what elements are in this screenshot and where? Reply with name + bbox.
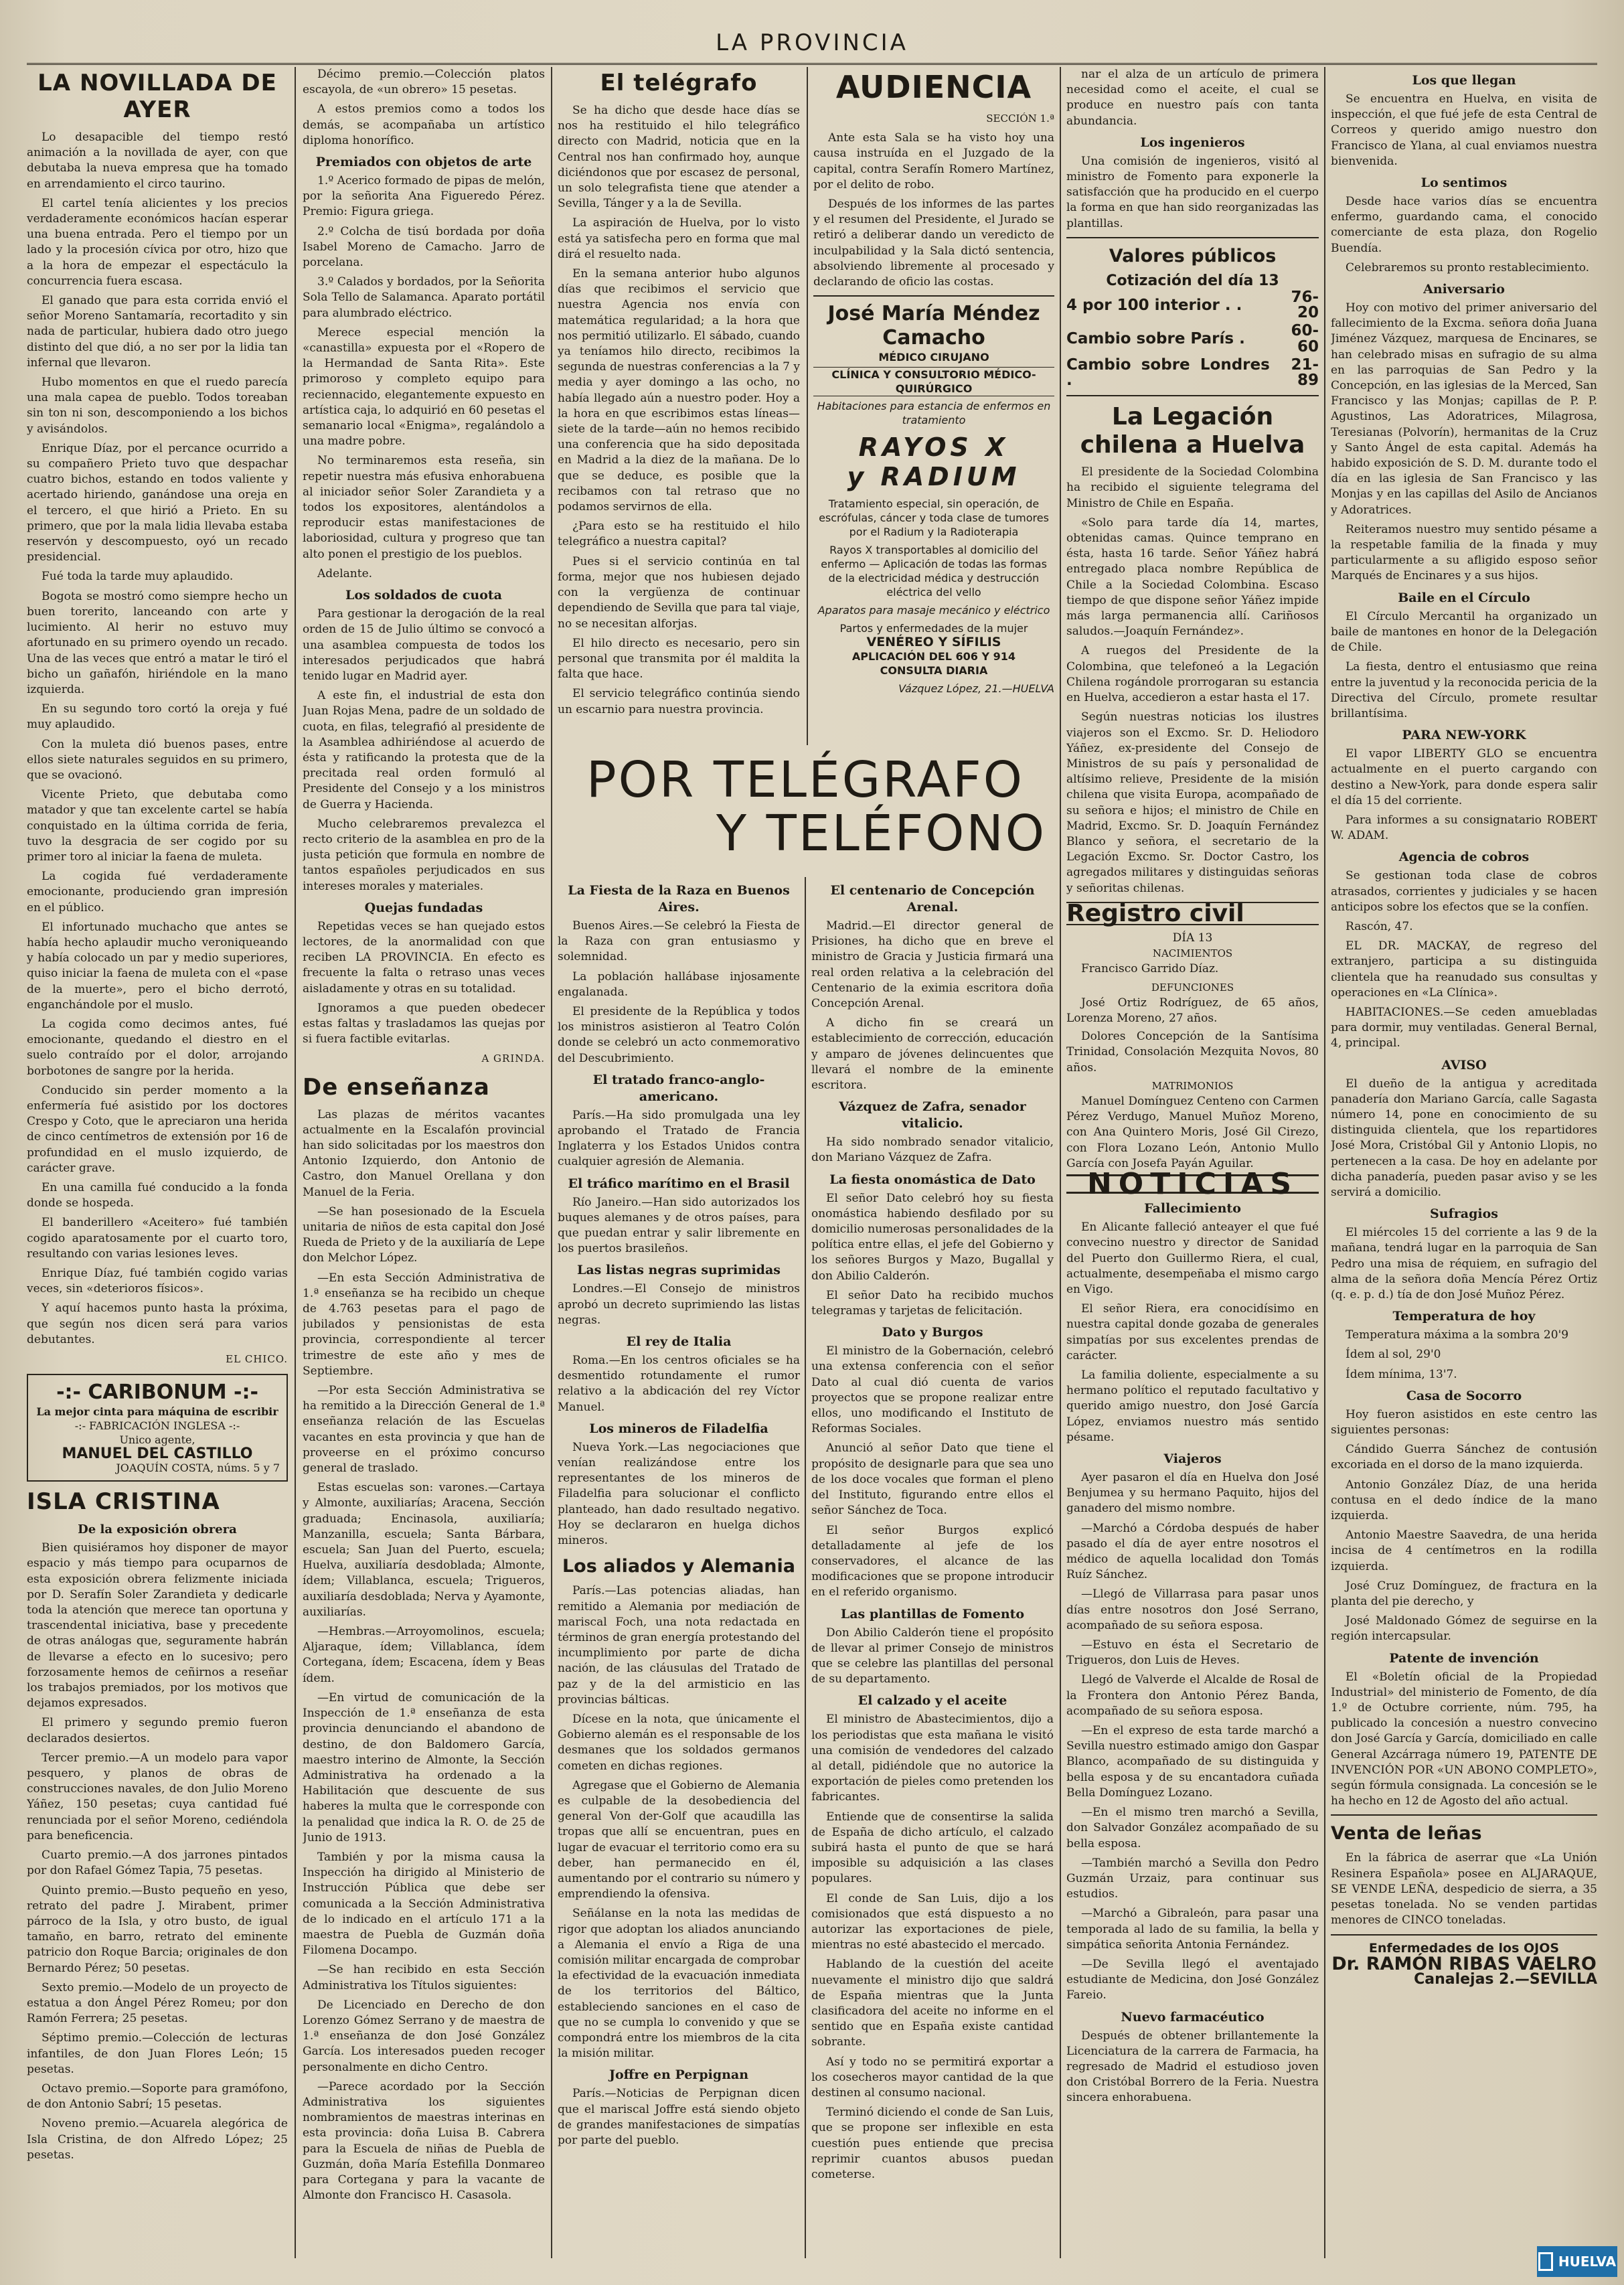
audiencia-heading: AUDIENCIA [835,69,1032,105]
paragraph: Se gestionan toda clase de cobros atrasados, corrientes y judiciales y se hacen anticipos sobre los efectos que se la confíen. [1331,869,1597,914]
section-heading: Los que llegan [1412,73,1516,88]
isla-subheading: De la exposición obrera [78,1522,237,1537]
paragraph: nar el alza de un artículo de primera necesidad como el aceite, el cual se produce en nuestro país con tanta abundancia. [1066,68,1319,128]
paragraph: El señor Dato celebró hoy su fiesta onomástica habiendo desfilado por su domicilio numerosas personalidades de la política entre ellas, el jefe del Gobierno y los señores Burgos y Mazo, Bugallal y don Abilio Calderón. [811,1191,1054,1283]
paragraph: El señor Riera, era conocidísimo en nuestra capital donde gozaba de generales simpatías por sus excelentes prendas de carácter. [1066,1302,1319,1362]
registro-matrimonios: Manuel Domínguez Centeno con Carmen Pérez Verdugo, Manuel Muñoz Moreno, con Ana Quintero Moris, José Gil Cirezo, con Flora Lozano León, Antonio Mullo García con Josefa Payán Aguilar. [1066,1094,1319,1170]
section-heading: Fallecimiento [1144,1201,1241,1216]
paragraph: París.—Ha sido promulgada una ley aprobando el Tratado de Francia Inglaterra y los Estados Unidos contra cualquier agresión de Alemania. [558,1108,800,1169]
ad-line: Tratamiento especial, sin operación, de escrófulas, cáncer y toda clase de tumores por el Radium y la Radioterapia [819,497,1049,539]
section-heading: Temperatura de hoy [1392,1309,1536,1324]
paragraph: —También marchó a Sevilla don Pedro Guzmán Urzaiz, para continuar sus estudios. [1066,1856,1319,1901]
paragraph: El conde de San Luis, dijo a los comisionados que está dispuesto a no autorizar las exportaciones de piele, mientras no esté abastecido el mercado. [811,1891,1054,1952]
column-rule [551,67,552,2258]
section-heading: Sufragios [1430,1206,1498,1222]
registro-nacimientos-heading: NACIMIENTOS [1152,947,1233,960]
paragraph: El cartel tenía alicientes y los precios verdaderamente económicos hacían esperar una buena entrada. Pero el tiempo por un lado y la procesión cívica por otro, hizo que a la hora de empezar el espectáculo la concurrencia fuera escasa. [27,196,288,288]
paragraph: Ante esta Sala se ha visto hoy una causa instruída en el Juzgado de la capital, contra Serafín Romero Martínez, por el delito de robo. [813,131,1054,191]
section-heading: Agencia de cobros [1398,850,1530,865]
registro-defunciones-heading: DEFUNCIONES [1151,981,1234,994]
aceite-continued [1066,67,1319,129]
paragraph: El dueño de la antigua y acreditada panadería don Mariano García, calle Sagasta número 14, pone en conocimiento de su distinguida clientela, que los repartidores José Mora, Cristóbal Gil y Antonio Llopis, no pertenecen a la casa. De hoy en adelante por dicha panadería, pueden pasar aviso y se les servirá a domicilio. [1331,1077,1597,1199]
legacion-article [1066,465,1319,896]
paragraph: Para gestionar la derogación de la real orden de 15 de Julio último se convocó a una asamblea compuesta de todos los interesados perjudicados que habrá tenido lugar en Madrid ayer. [303,607,545,683]
caribonum-ad [27,1374,288,1482]
quejas-heading: Quejas fundadas [364,900,483,915]
paragraph: Terminó diciendo el conde de San Luis, que se propone ser inflexible en esta cuestión pues entiende que precisa reprimir cuantos abusos puedan cometerse. [811,2106,1054,2182]
paragraph: El primero y segundo premio fueron declarados desiertos. [27,1716,288,1745]
ojos-ad [1331,1941,1597,1988]
valores-heading: Valores públicos [1109,245,1277,266]
telegrafo-heading: El telégrafo [600,70,758,96]
paragraph: El ministro de Abastecimientos, dijo a los periodistas que esta mañana le visitó una comisión de vendedores del calzado al detall, pidiéndole que no autorice la exportación de pieles como pretenden los fabricantes. [811,1713,1054,1804]
paragraph: Celebraremos su pronto restablecimiento. [1346,260,1590,274]
column-rule [807,67,808,745]
telegrafo-banner [551,753,1060,870]
paragraph: La cogida fué verdaderamente emocionante, produciendo gran impresión en el público. [27,870,288,915]
paragraph: Fué toda la tarde muy aplaudido. [42,570,234,584]
telegrafo-article [558,103,800,718]
ensenanza-heading: De enseñanza [303,1073,490,1101]
section-heading: PARA NEW-YORK [1402,728,1526,743]
ad-line: Partos y enfermedades de la mujer [839,622,1028,635]
paragraph: —Llegó de Villarrasa para pasar unos días entre nosotros don José Serrano, acompañado de su señora esposa. [1066,1587,1319,1632]
isla-heading: ISLA CRISTINA [27,1488,220,1516]
paragraph: También y por la misma causa la Inspección ha dirigido al Ministerio de Instrucción Pública que debe ser comunicada a la Sección Administrativa de lo indicado en el artículo 171 a la maestra de Puebla de Guzmán doña Filomena Docampo. [303,1850,545,1958]
paragraph: —Estuvo en ésta el Secretario de Trigueros, don Luis de Heves. [1066,1638,1319,1668]
paragraph: Anunció al señor Dato que tiene el propósito de designarle para que sea uno de los doce vocales que forman el pleno del Instituto, figurando entre ellos el señor Sánchez de Toca. [811,1441,1054,1518]
paragraph: El ministro de la Gobernación, celebró una extensa conferencia con el señor Dato al cual dió cuenta de varios proyectos que se propone realizar entre ellos, uno modificando el Instituto de Reformas Sociales. [811,1344,1054,1436]
paragraph: Décimo premio.—Colección platos escayola, de «un obrero» 15 pesetas. [303,68,545,97]
section-heading: Aniversario [1423,282,1505,297]
paragraph: Sexto premio.—Modelo de un proyecto de estatua a don Ángel Pérez Romeu; por don Ramón Ferrera; 25 pesetas. [27,1980,288,2026]
ad-line: Habitaciones para estancia de enfermos en tratamiento [817,400,1051,427]
valores-row [1066,322,1319,356]
column-4-bottom [811,877,1054,2258]
paragraph: Las plazas de méritos vacantes actualmente en la Escalafón provincial han sido solicitadas por los maestros don Antonio Izquierdo, don Antonio de Castro, don Manuel Orellana y don Manuel de la Feria. [303,1107,545,1199]
column-rule [805,877,806,2258]
quejas-article [303,919,545,1048]
column-rule [1060,67,1061,2258]
paragraph: Bogota se mostró como siempre hecho un buen torerito, lanceando con arte y lucimiento. Al herir no estuvo muy afortunado en su primero oyendo un recado. Una de las veces que entró a matar le tiró el bicho un gañafón, hiriéndole en la mano izquierda. [27,589,288,696]
section-heading: Joffre en Perpignan [608,2067,749,2083]
ad-line: Unico agente, [119,1433,195,1447]
valores-value: 21-89 [1291,356,1319,390]
masthead [27,23,1597,65]
article-signature: EL CHICO. [226,1353,288,1366]
paragraph: Cándido Guerra Sánchez de contusión excoriada en el dorso de la mano izquierda. [1331,1443,1597,1472]
paragraph: —Marchó a Córdoba después de haber pasado el día de ayer entre nosotros el médico de aquella localidad don Tomás Ruíz Sánchez. [1066,1521,1319,1582]
section-heading: Lo sentimos [1420,175,1508,191]
paragraph: Noveno premio.—Acuarela alegórica de Isla Cristina, de don Alfredo López; 25 pesetas. [27,2117,288,2162]
paragraph: La familia doliente, especialmente a su hermano político el reputado facultativo y querido amigo nuestro, don José García López, enviamos nuestro más sentido pésame. [1066,1368,1319,1444]
registro-heading: Registro civil [1066,902,1319,925]
registro-day: DÍA 13 [1172,931,1213,945]
paragraph: Madrid.—El director general de Prisiones, ha dicho que en breve el ministro de Gracia y Justicia firmará una real orden relativa a la celebración del Centenario de la eximia escritora doña Concepción Arenal. [811,919,1054,1011]
ad-line: La mejor cinta para máquina de escribir [36,1405,278,1419]
paragraph: En una camilla fué conducido a la fonda donde se hospeda. [27,1181,288,1210]
paragraph: A este fin, el industrial de esta don Juan Rojas Mena, padre de un soldado de cuota, en filas, telegrafió al presidente de la Asamblea adhiriéndose al acuerdo de ésta y ratificando la protesta que de la precitada real orden formuló al Presidente del Consejo y a los ministros de Guerra y Hacienda. [303,689,545,811]
column-2 [303,67,545,2258]
paragraph: —En virtud de comunicación de la Inspección de 1.ª enseñanza de esta provincia denunciando el abandono de destino, de don Baldomero García, maestro interino de Almonte, la Sección Administrativa ha ordenado a la Habilitación que descuente de sus haberes la multa que le corresponde con la penalidad que indica la R. O. de 25 de Junio de 1913. [303,1690,545,1844]
paragraph: Pues si el servicio continúa en tal forma, mejor que nos hubiesen dejado con la vergüenza de continuar dependiendo de Sevilla que para tal viaje, no se necesitan alforjas. [558,554,800,631]
ad-line: CONSULTA DIARIA [880,664,988,678]
novillada-heading: LA NOVILLADA DE AYER [37,70,277,123]
section-heading: El tráfico marítimo en el Brasil [568,1176,790,1191]
paragraph: Con la muleta dió buenos pases, entre ellos siete naturales seguidos en su primero, que se ovacionó. [27,737,288,782]
paragraph: José Cruz Domínguez, de fractura en la planta del pie derecho, y [1331,1579,1597,1609]
paragraph: Antonio González Díaz, de una herida contusa en el dedo índice de la mano izquierda. [1331,1478,1597,1523]
paragraph: —En el expreso de esta tarde marchó a Sevilla nuestro estimado amigo don Gaspar Blanco, acompañado de su distinguida y bella esposa y de su encantadora cuñada Bella Domínguez Lozano. [1066,1724,1319,1800]
paragraph: El Círculo Mercantil ha organizado un baile de mantones en honor de la Delegación de Chile. [1331,609,1597,655]
paragraph: A dicho fin se creará un establecimiento de corrección, educación y amparo de jóvenes delincuentes que llevará el nombre de la eminente escritora. [811,1016,1054,1093]
paragraph: Agregase que el Gobierno de Alemania es culpable de la desobediencia del general Von der-Golf que acaudilla las tropas que allí se encuentran, pues en lugar de evacuar el territorio como era su deber, han permanecido en él, aumentando por el contrario su número y emprendiendo la ofensiva. [558,1778,800,1901]
column-3-top [558,67,800,738]
registro-defunciones: José Ortiz Rodríguez, de 65 años, Lorenza Moreno, 27 años. [1066,996,1319,1025]
section-heading: Casa de Socorro [1406,1388,1522,1403]
mendez-camacho-ad [813,302,1054,696]
noticias-heading: NOTICIAS [1066,1174,1319,1194]
paragraph: Después de los informes de las partes y el resumen del Presidente, el Jurado se retiró a deliberar dando un veredicto de inculpabilidad y la Sala dictó sentencia, absolviendo libremente al procesado y declarando de oficio las costas. [813,198,1054,289]
paragraph: De Licenciado en Derecho de don Lorenzo Gómez Serrano y de maestra de 1.ª enseñanza de don José González García. Los interesados pueden recoger personalmente en dicho Centro. [303,1998,545,2074]
paragraph: —Marchó a Gibraleón, para pasar una temporada al lado de su familia, la bella y simpática señorita Antonia Fernández. [1066,1907,1319,1952]
ojos-line-2: Dr. RAMÓN RIBAS VAELRO [1331,1953,1597,1974]
paragraph: —De Sevilla llegó el aventajado estudiante de Medicina, don José González Fareio. [1066,1957,1319,2002]
column-6-notes [1331,72,1597,1809]
valores-value: 76-20 [1291,289,1319,322]
section-heading: Patente de invención [1389,1650,1539,1666]
valores-label: 4 por 100 interior . . [1066,296,1242,314]
paragraph: Roma.—En los centros oficiales se ha desmentido rotundamente el rumor relativo a la abdicación del rey Víctor Manuel. [558,1354,800,1414]
divider [813,295,1054,297]
paragraph: Ignoramos a que pueden obedecer estas faltas y trasladamos las quejas por si fuera factible evitarlas. [303,1001,545,1046]
novillada-article [27,130,288,1348]
section-heading: El tratado franco-anglo-americano. [592,1072,765,1104]
paragraph: Ídem al sol, 29'0 [1346,1348,1441,1362]
paragraph: Ayer pasaron el día en Huelva don José Benjumea y su hermano Paquito, hijos del ganadero del mismo nombre. [1066,1471,1319,1516]
ad-line: CLÍNICA Y CONSULTORIO MÉDICO-QUIRÚRGICO [813,367,1054,396]
section-heading: Dato y Burgos [882,1325,983,1340]
valores-date: Cotización del día 13 [1106,272,1279,289]
paragraph: Hoy con motivo del primer aniversario del fallecimiento de la Excma. señora doña Juana Jiménez Vázquez, marquesa de Encinares, se han celebrado misas en sufragio de su alma en las parroquias de San Pedro y la Concepción, en las iglesias de la Merced, San Francisco y las Monjas; capillas de P. P. Agustinos, Las Adoratrices, Milagrosa, Teresianas (Polvorín), hermanitas de la Cruz y Santo Ángel de esta capital. Además ha habido exposición de S. D. M. durante todo el día en las iglesia de San Francisco y las Monjas y en las capillas del Asilo de Ancianos y Adoratrices. [1331,301,1597,517]
lena-heading: Venta de leñas [1331,1823,1482,1844]
paragraph: José Maldonado Gómez de seguirse en la región intercapsular. [1331,1614,1597,1644]
valores-label: Cambio sobre Londres . [1066,356,1270,390]
paragraph: EL DR. MACKAY, de regreso del extranjero, participa a su distinguida clientela que ha reanudado sus consultas y operaciones en «La Clínica». [1331,939,1597,1000]
paragraph: Así y todo no se permitirá exportar a los cosecheros mayor cantidad de la que destinen al consumo nacional. [811,2055,1054,2100]
registro-civil [1066,931,1319,1172]
paragraph: Estas escuelas son: varones.—Cartaya y Almonte, auxiliarías; Aracena, Sección graduada; Encinasola, auxiliaría; Manzanilla, escuela; Santa Bárbara, escuela; San Juan del Puerto, escuela; Huelva, auxiliaría desdoblada; Almonte, ídem; Villablanca, escuela; Trigueros, auxiliaría desdoblada; Nerva y Ayamonte, auxiliarías. [303,1481,545,1619]
telegrafo-news-2 [811,882,1054,2183]
paragraph: No terminaremos esta reseña, sin repetir nuestra más efusiva enhorabuena al iniciador señor Soler Zarandieta y a todos los expositores, alentándolos a reproducir estas manifestaciones de laboriosidad, cultura y progreso que tan alto ponen el prestigio de los pueblos. [303,454,545,561]
paragraph: El banderillero «Aceitero» fué también cogido aparatosamente por el cuarto toro, resultando con varias lesiones leves. [27,1216,288,1261]
paragraph: —Hembras.—Arroyomolinos, escuela; Aljaraque, ídem; Villablanca, ídem Cortegana, ídem; Escacena, ídem y Beas ídem. [303,1625,545,1685]
noticias-articles [1066,1200,1319,2106]
ojos-line-1: Enfermedades de los OJOS [1368,1940,1560,1956]
paragraph: Señálanse en la nota las medidas de rigor que adoptan los aliados anunciando a Alemania el envío a Riga de una comisión militar encargada de comprobar la efectividad de la evacuación inmediata de los territorios del Báltico, estableciendo sanciones en el caso de que no se cumpla lo convenido y que se compondrá entre los miembros de la cita la misión militar. [558,1907,800,2061]
huelva-archive-logo [1537,2246,1617,2277]
section-heading: Las plantillas de Fomento [840,1606,1025,1622]
valores-value: 60-60 [1291,322,1319,356]
column-1 [27,67,288,2258]
paragraph: Repetidas veces se han quejado estos lectores, de la anormalidad con que reciben LA PROVINCIA. En efecto es frecuente la falta o retraso unas veces aisladamente y otras en su totalidad. [303,919,545,996]
ad-line: VENÉREO Y SÍFILIS [866,635,1001,650]
paragraph: Dícese en la nota, que únicamente el Gobierno alemán es el responsable de los desmanes que los soldados germanos cometen en dichas regiones. [558,1712,800,1773]
paragraph: Vicente Prieto, que debutaba como matador y que tan excelente cartel se había conquistado en la última corrida de feria, tuvo la desgracia de ser cogido por su primer toro al iniciar la faena de muleta. [27,788,288,864]
paragraph: El servicio telegráfico continúa siendo un escarnio para nuestra provincia. [558,687,800,716]
paragraph: La población hallábase injosamente engalanada. [558,969,800,999]
paragraph: Conducido sin perder momento a la enfermería fué asistido por los doctores Crespo y Coto, que le apreciaron una herida de cinco centímetros de extensión por 16 de profundidad en el muslo izquierdo, de carácter grave. [27,1083,288,1175]
registro-matrimonios-heading: MATRIMONIOS [1151,1079,1234,1092]
paragraph: ¿Para esto se ha restituido el hilo telegráfico a nuestra capital? [558,520,800,549]
section-heading: Baile en el Círculo [1398,590,1530,605]
paragraph: Quinto premio.—Busto pequeño en yeso, retrato del padre J. Mirabent, primer párroco de la Isla, y otro busto, de igual tamaño, en barro, retrato del eminente patricio don Roque Barcia; originales de don Bernardo Pérez; 50 pesetas. [27,1883,288,1975]
paragraph: El miércoles 15 del corriente a las 9 de la mañana, tendrá lugar en la parroquia de San Pedro una misa de réquiem, en sufragio del alma de la señora doña Mencía Pérez Ortiz (q. e. p. d.) tía de don José Muñoz Pérez. [1331,1226,1597,1302]
valores-table [1066,289,1319,390]
paragraph: El presidente de la Sociedad Colombina ha recibido el siguiente telegrama del Ministro de Chile en España. [1066,465,1319,510]
paragraph: —En el mismo tren marchó a Sevilla, don Salvador González acompañado de su bella esposa. [1066,1806,1319,1850]
ingenieros-article [1066,154,1319,232]
column-4-top [813,67,1054,738]
section-heading: Vázquez de Zafra, senador vitalicio. [839,1099,1026,1131]
paragraph: —Se han posesionado de la Escuela unitaria de niños de esta capital don José Rueda de Prieto y de la auxiliaría de Lepe don Melchor López. [303,1204,545,1265]
ensenanza-article [303,1107,545,2204]
ad-line: APLICACIÓN DEL 606 Y 914 [851,650,1016,663]
paragraph: Enrique Díaz, fué también cogido varias veces, sin «deterioros físicos». [27,1267,288,1296]
registro-defunciones-2: Dolores Concepción de la Santísima Trinidad, Consolación Mezquita Novos, 80 años. [1066,1030,1319,1075]
divider [1066,395,1319,396]
ad-role: MÉDICO CIRUJANO [878,351,989,364]
paragraph: —Se han recibido en esta Sección Administrativa los Títulos siguientes: [303,1963,545,1992]
telegrafo-news [558,882,800,2148]
paragraph: Séptimo premio.—Colección de lecturas infantiles, de don Juan Flores León; 15 pesetas. [27,2031,288,2076]
paragraph: Merece especial mención la «canastilla» expuesta por el «Ropero de la Hermandad de Santa Rita». Este primoroso y completo equipo para reciennacido, elegantemente expuesto en artística caja, lo adquirió en 60 pesetas el semanario local «Enigma», regalándolo a una madre pobre. [303,325,545,449]
paragraph: A ruegos del Presidente de la Colombina, que telefoneó a la Legación Chilena rogándole prorrogaran su estancia en Huelva, accedieron a estar hasta el 17. [1066,644,1319,705]
paragraph: 1.º Acerico formado de pipas de melón, por la señorita Ana Figueredo Pérez. Premio: Figura griega. [303,174,545,219]
paragraph: París.—Noticias de Perpignan dicen que el mariscal Joffre está siendo objeto de grandes manifestaciones de simpatías por parte del pueblo. [558,2087,800,2147]
paragraph: La fiesta, dentro el entusiasmo que reina entre la juventud y la reconocida pericia de la Directiva del Círculo, promete resultar brillantísima. [1331,660,1597,720]
paragraph: Mucho celebraremos prevalezca el recto criterio de la asamblea en pro de la justa petición que formula en nombre de tantos españoles perjudicados en sus intereses morales y materiales. [303,817,545,893]
premiados-heading: Premiados con objetos de arte [315,155,532,170]
paragraph: El señor Dato ha recibido muchos telegramas y tarjetas de felicitación. [811,1288,1054,1318]
paragraph: Enrique Díaz, por el percance ocurrido a su compañero Prieto tuvo que despachar cuatro bichos, estando en todos valiente y acertado hiriendo, ganándose una oreja en el tercero, el que hirió a Prieto. En su primero, que por la mala lidia llevaba estaba reservón y descompuesto, oyó un recado presidencial. [27,441,288,564]
audiencia-section: SECCIÓN 1.ª [986,112,1054,125]
paragraph: Antonio Maestre Saavedra, de una herida incisa de 4 centímetros en la rodilla izquierda. [1331,1528,1597,1573]
divider [1331,1934,1597,1936]
paragraph: París.—Las potencias aliadas, han remitido a Alemania por mediación de mariscal Foch, una nota redactada en términos de gran energía protestando del incumplimiento por parte de dicha nación, de las cláusulas del Tratado de paz y de la del armisticio en las provincias bálticas. [558,1584,800,1707]
ad-line: MANUEL DEL CASTILLO [62,1445,253,1463]
paragraph: Una comisión de ingenieros, visitó al ministro de Fomento para exponerle la satisfacción que ha producido en el cuerpo la forma en que han sido reorganizadas las plantillas. [1066,154,1319,230]
paragraph: En la semana anterior hubo algunos días que recibimos el servicio que nuestra Agencia nos envía con matemática regularidad; a la hora que nos permitió utilizarlo. El sábado, cuando ya teníamos hilo directo, recibimos la segunda de nuestras conferencias a la 7 y media y ayer domingo a las ocho, no había llegado aún a nuestro poder. Hoy a la hora en que escribimos estas líneas—siete de la tarde—aún no hemos recibido una conferencia que ha sido depositada en Madrid a la diez de la mañana. De lo que se deduce, es posible que la recibamos con tal retraso que no podamos servirnos de ella. [558,267,800,514]
paragraph: Entiende que de consentirse la salida de España de dicho artículo, el calzado subirá hasta el punto de que se hará imposible su adquisición a las clases populares. [811,1810,1054,1886]
section-heading: La fiesta onomástica de Dato [829,1172,1036,1187]
paragraph: El hilo directo es necesario, pero sin personal que transmita por él maldita la falta que hace. [558,636,800,682]
paragraph: Según nuestras noticias los ilustres viajeros son el Excmo. Sr. D. Heliodoro Yáñez, ex-presidente del Consejo de Ministros de su país y personalidad de altísimo relieve, Presidente de la misión chilena que visita Europa, acompañado de su señora e hijos; el ministro de Chile en Madrid, Excmo. Sr. D. Joaquín Fernández Blanco y señora, el secretario de la Legación Excmo. Sr. Doctor Castro, los agregados militares y distinguidas señoras y señoritas chilenas. [1066,710,1319,895]
paragraph: A estos premios como a todos los demás, se acompañaba un artístico diploma honorífico. [303,102,545,147]
valores-label: Cambio sobre París . [1066,330,1245,348]
paragraph: Lo desapacible del tiempo restó animación a la novillada de ayer, con que debutaba la nueva empresa que ha tomado en arrendamiento el circo taurino. [27,131,288,191]
ad-line: Aparatos para masaje mecánico y eléctrico [817,604,1050,617]
masthead-title: LA PROVINCIA [716,29,908,56]
paragraph: Ídem mínima, 13'7. [1346,1367,1457,1381]
premiados-article [303,173,545,582]
paragraph: —En esta Sección Administrativa de 1.ª enseñanza se ha recibido un cheque de 4.763 pesetas para el pago de jubilados y pensionistas de esta provincia, correspondiente al tercer trimestre de este año y mes de Septiembre. [303,1271,545,1378]
ad-address: Vázquez López, 21.—HUELVA [898,682,1054,696]
section-heading: El centenario de Concepción Arenal. [830,883,1035,915]
paragraph: «Solo para tarde día 14, martes, obtenidas camas. Quince temprano en ésta, hasta 16 tarde. Señor Yáñez habrá entregado placa nombre República de Chile a la Sociedad Colombina. Escaso tiempo de que dispone señor Yáñez impide más larga permanencia allí. Cariñosos saludos.—Joaquín Fernández». [1066,516,1319,639]
article-signature: A GRINDA. [481,1052,545,1065]
paragraph: Llegó de Valverde el Alcalde de Rosal de la Frontera don Antonio Pérez Banda, acompañado de su señora esposa. [1066,1673,1319,1718]
section-heading: Viajeros [1163,1451,1222,1467]
paragraph: Se ha dicho que desde hace días se nos ha restituido el hilo telegráfico directo con Madrid, noticia que en la Central nos han confirmado hoy, aunque diciéndonos que por escasez de personal, un solo telegrafista tiene que atender a Sevilla, Tánger y a la de Sevilla. [558,104,800,211]
section-heading: AVISO [1441,1057,1487,1073]
lena-text: En la fábrica de aserrar que «La Unión Resinera Española» posee en ALJARAQUE, SE VENDE LEÑA, despedicio de sierra, a 35 pesetas tonelada. No se venden partidas menores de CINCO toneladas. [1331,1851,1597,1927]
ad-line: -:- FABRICACIÓN INGLESA -:- [74,1419,240,1433]
paragraph: El infortunado muchacho que antes se había hecho aplaudir mucho veroniqueando y había colocado un par y medio superiores, quiso iniciar la faena de muleta con el «pase de la muerte», pero el bicho derrotó, enganchándole por el muslo. [27,920,288,1012]
paragraph: Buenos Aires.—Se celebró la Fiesta de la Raza con gran entusiasmo y solemnidad. [558,919,800,964]
column-5 [1066,67,1319,2258]
paragraph: En Alicante falleció anteayer el que fué convecino nuestro y director de Sanidad del Puerto don Guillermo Riera, el cual, actualmente, desempeñaba el mismo cargo en Vigo. [1066,1220,1319,1296]
column-rule [295,67,296,2258]
paragraph: El «Boletín oficial de la Propiedad Industrial» del ministerio de Fomento, de día 1.º de Octubre corriente, núm. 795, ha publicado la concesión a nuestro convecino don José García y García, domiciliado en calle General Azcárraga número 19, PATENTE DE INVENCIÓN POR «UN ABONO COMPLETO», según fórmula consignada. La concesión se le ha hecho en 12 de Agosto del año actual. [1331,1670,1597,1808]
section-heading: El calzado y el aceite [858,1693,1007,1709]
section-heading: Las listas negras suprimidas [577,1263,781,1278]
banner-line-2: Y TELÉFONO [716,805,1046,862]
ad-line: Rayos X transportables al domicilio del enfermo — Aplicación de todas las formas de la electricidad médica y destrucción eléctrica del vello [821,544,1047,599]
building-icon [1538,2252,1553,2271]
column-6 [1331,67,1597,2258]
paragraph: 2.º Colcha de tisú bordada por doña Isabel Moreno de Camacho. Jarro de porcelana. [303,224,545,270]
logo-text: HUELVA [1558,2254,1617,2270]
paragraph: La aspiración de Huelva, por lo visto está ya satisfecha pero en forma que mal dirá el resuelto nada. [558,216,800,261]
section-heading: La Fiesta de la Raza en Buenos Aires. [568,883,790,915]
paragraph: Ha sido nombrado senador vitalicio, don Mariano Vázquez de Zafra. [811,1135,1054,1165]
soldados-heading: Los soldados de cuota [345,588,502,603]
paragraph: Nueva York.—Las negociaciones que venían realizándose entre los representantes de los mineros de Filadelfia para solucionar el conflicto planteado, han dado resultado negativo. Hoy se declararon en huelga dichos mineros. [558,1440,800,1548]
section-heading: Nuevo farmacéutico [1121,2009,1265,2025]
ojos-line-3: Canalejas 2.—SEVILLA [1414,1970,1597,1988]
paragraph: Después de obtener brillantemente la Licenciatura de la carrera de Farmacia, ha regresado de Madrid el estudioso joven don Cristóbal Borrero de la Feria. Nuestra sincera enhorabuena. [1066,2029,1319,2105]
paragraph: Hubo momentos en que el ruedo parecía una mala capea de pueblo. Todos toreaban sin ton ni son, descomponiendo a los bichos y avisándolos. [27,376,288,436]
paragraph: Bien quisiéramos hoy disponer de mayor espacio y más tiempo para ocuparnos de esta exposición obrera felizmente iniciada por D. Serafín Soler Zarandieta y dedicarle toda la atención que merece tan oportuna y trascendental iniciativa, base y precedente de otras análogas que, seguramente habrán de llevarse a efecto en lo sucesivo; pero forzosamente hemos de ceñirnos a reseñar los trabajos premiados, por los motivos que dejamos expresados. [27,1541,288,1711]
soldados-article [303,607,545,894]
paragraph: Londres.—El Consejo de ministros aprobó un decreto suprimiendo las listas negras. [558,1282,800,1327]
paragraph: La cogida como decimos antes, fué emocionante, quedando el diestro en el suelo contraído por el dolor, arrojando borbotones de sangre por la herida. [27,1017,288,1078]
valores-row [1066,356,1319,390]
registro-nacimientos: Francisco Garrido Díaz. [1081,962,1219,976]
section-heading: Los mineros de Filadelfia [589,1421,768,1436]
paragraph: Para informes a su consignatario ROBERT W. ADAM. [1331,813,1597,843]
column-3-bottom [558,877,800,2258]
paragraph: Rascón, 47. [1346,919,1413,933]
paragraph: Desde hace varios días se encuentra enfermo, guardando cama, el conocido comerciante de esta plaza, don Rogelio Buendía. [1331,195,1597,255]
section-heading: Los aliados y Alemania [562,1556,796,1577]
paragraph: —Por esta Sección Administrativa se ha remitido a la Dirección General de 1.ª enseñanza relación de las Escuelas vacantes en esta provincia y que han de proveerse en el próximo concurso general de traslado. [303,1384,545,1476]
paragraph: Hoy fueron asistidos en este centro las siguientes personas: [1331,1407,1597,1437]
paragraph: HABITACIONES.—Se ceden amuebladas para dormir, muy ventiladas. General Bernal, 4, principal. [1331,1005,1597,1050]
legacion-heading: La Legación chilena a Huelva [1080,403,1305,459]
paragraph: El ganado que para esta corrida envió el señor Moreno Santamaría, recortadito y sin nada de particular, hubiera dado otro juego distinto del que dió, a no ser por la lidia tan infernal que llevaron. [27,294,288,370]
ad-line: JOAQUÍN COSTA, núms. 5 y 7 [116,1462,280,1475]
paragraph: Río Janeiro.—Han sido autorizados los buques alemanes y de otros países, para que puedan entrar y salir libremente en los puertos brasileños. [558,1195,800,1256]
valores-row [1066,289,1319,322]
paragraph: Y aquí hacemos punto hasta la próxima, que según nos dicen será para varios debutantes. [27,1302,288,1346]
paragraph: —Parece acordado por la Sección Administrativa los siguientes nombramientos de maestras interinas en esta provincia: doña Luisa B. Cabrera para la Escuela de niñas de Puebla de Guzmán, doña María Estefilla Donmareo para Cortegana y para la vacante de Almonte don Francisco H. Casasola. [303,2079,545,2203]
audiencia-article [813,131,1054,290]
divider [1331,1814,1597,1816]
paragraph: El señor Burgos explicó detalladamente al jefe de los conservadores, el alcance de las modificaciones que se propone introducir en el referido organismo. [811,1523,1054,1599]
paragraph: Cuarto premio.—A dos jarrones pintados por don Rafael Gómez Tapia, 75 pesetas. [27,1848,288,1878]
isla-article [27,1541,288,2163]
paragraph: El vapor LIBERTY GLO se encuentra actualmente en el puerto cargando con destino a New-York, para donde espera salir el día 15 del corriente. [1331,747,1597,807]
paragraph: Tercer premio.—A un modelo para vapor pesquero, y planos de obras de construcciones navales, de don Julio Moreno Yáñez, 150 pesetas; cuya cantidad fué renunciada por el señor Moreno, cediéndola para beneficencia. [27,1751,288,1842]
divider [1066,237,1319,238]
ad-doctor-name: José María Méndez Camacho [827,302,1040,350]
ad-radium: y RADIUM [847,462,1021,492]
premios-continued [303,67,545,149]
paragraph: Don Abilio Calderón tiene el propósito de llevar al primer Consejo de ministros que se celebre las plantillas del personal de su departamento. [811,1626,1054,1686]
column-rule [1324,67,1325,2258]
ingenieros-heading: Los ingenieros [1140,135,1245,150]
paragraph: Reiteramos nuestro muy sentido pésame a la respetable familia de la finada y muy particularmente a su afligido esposo señor Marqués de Encinares y a sus hijos. [1331,522,1597,583]
ad-rayos: RAYOS X [858,432,1009,463]
paragraph: En su segundo toro cortó la oreja y fué muy aplaudido. [27,702,288,732]
paragraph: Adelante. [317,566,373,580]
banner-line-1: POR TELÉGRAFO [586,751,1024,809]
paragraph: 3.º Calados y bordados, por la Señorita Sola Tello de Salamanca. Aparato portátil para alumbrado eléctrico. [303,275,545,320]
paragraph: Temperatura máxima a la sombra 20'9 [1346,1328,1569,1342]
paragraph: Hablando de la cuestión del aceite nuevamente el ministro dijo que saldrá de España mientras que la Junta clasificadora del aceite no informe en el sentido que en España existe cantidad sobrante. [811,1958,1054,2049]
paragraph: El presidente de la República y todos los ministros asistieron al Teatro Colón donde se celebró un acto conmemorativo del Descubrimiento. [558,1005,800,1065]
ad-title: -:- CARIBONUM -:- [56,1381,258,1405]
section-heading: El rey de Italia [626,1334,732,1350]
paragraph: Octavo premio.—Soporte para gramófono, de don Antonio Sabrí; 15 pesetas. [27,2081,288,2112]
paragraph: Se encuentra en Huelva, en visita de inspección, el que fué jefe de esta Central de Correos y querido amigo nuestro don Francisco de Ylana, al cual enviamos nuestra bienvenida. [1331,92,1597,168]
